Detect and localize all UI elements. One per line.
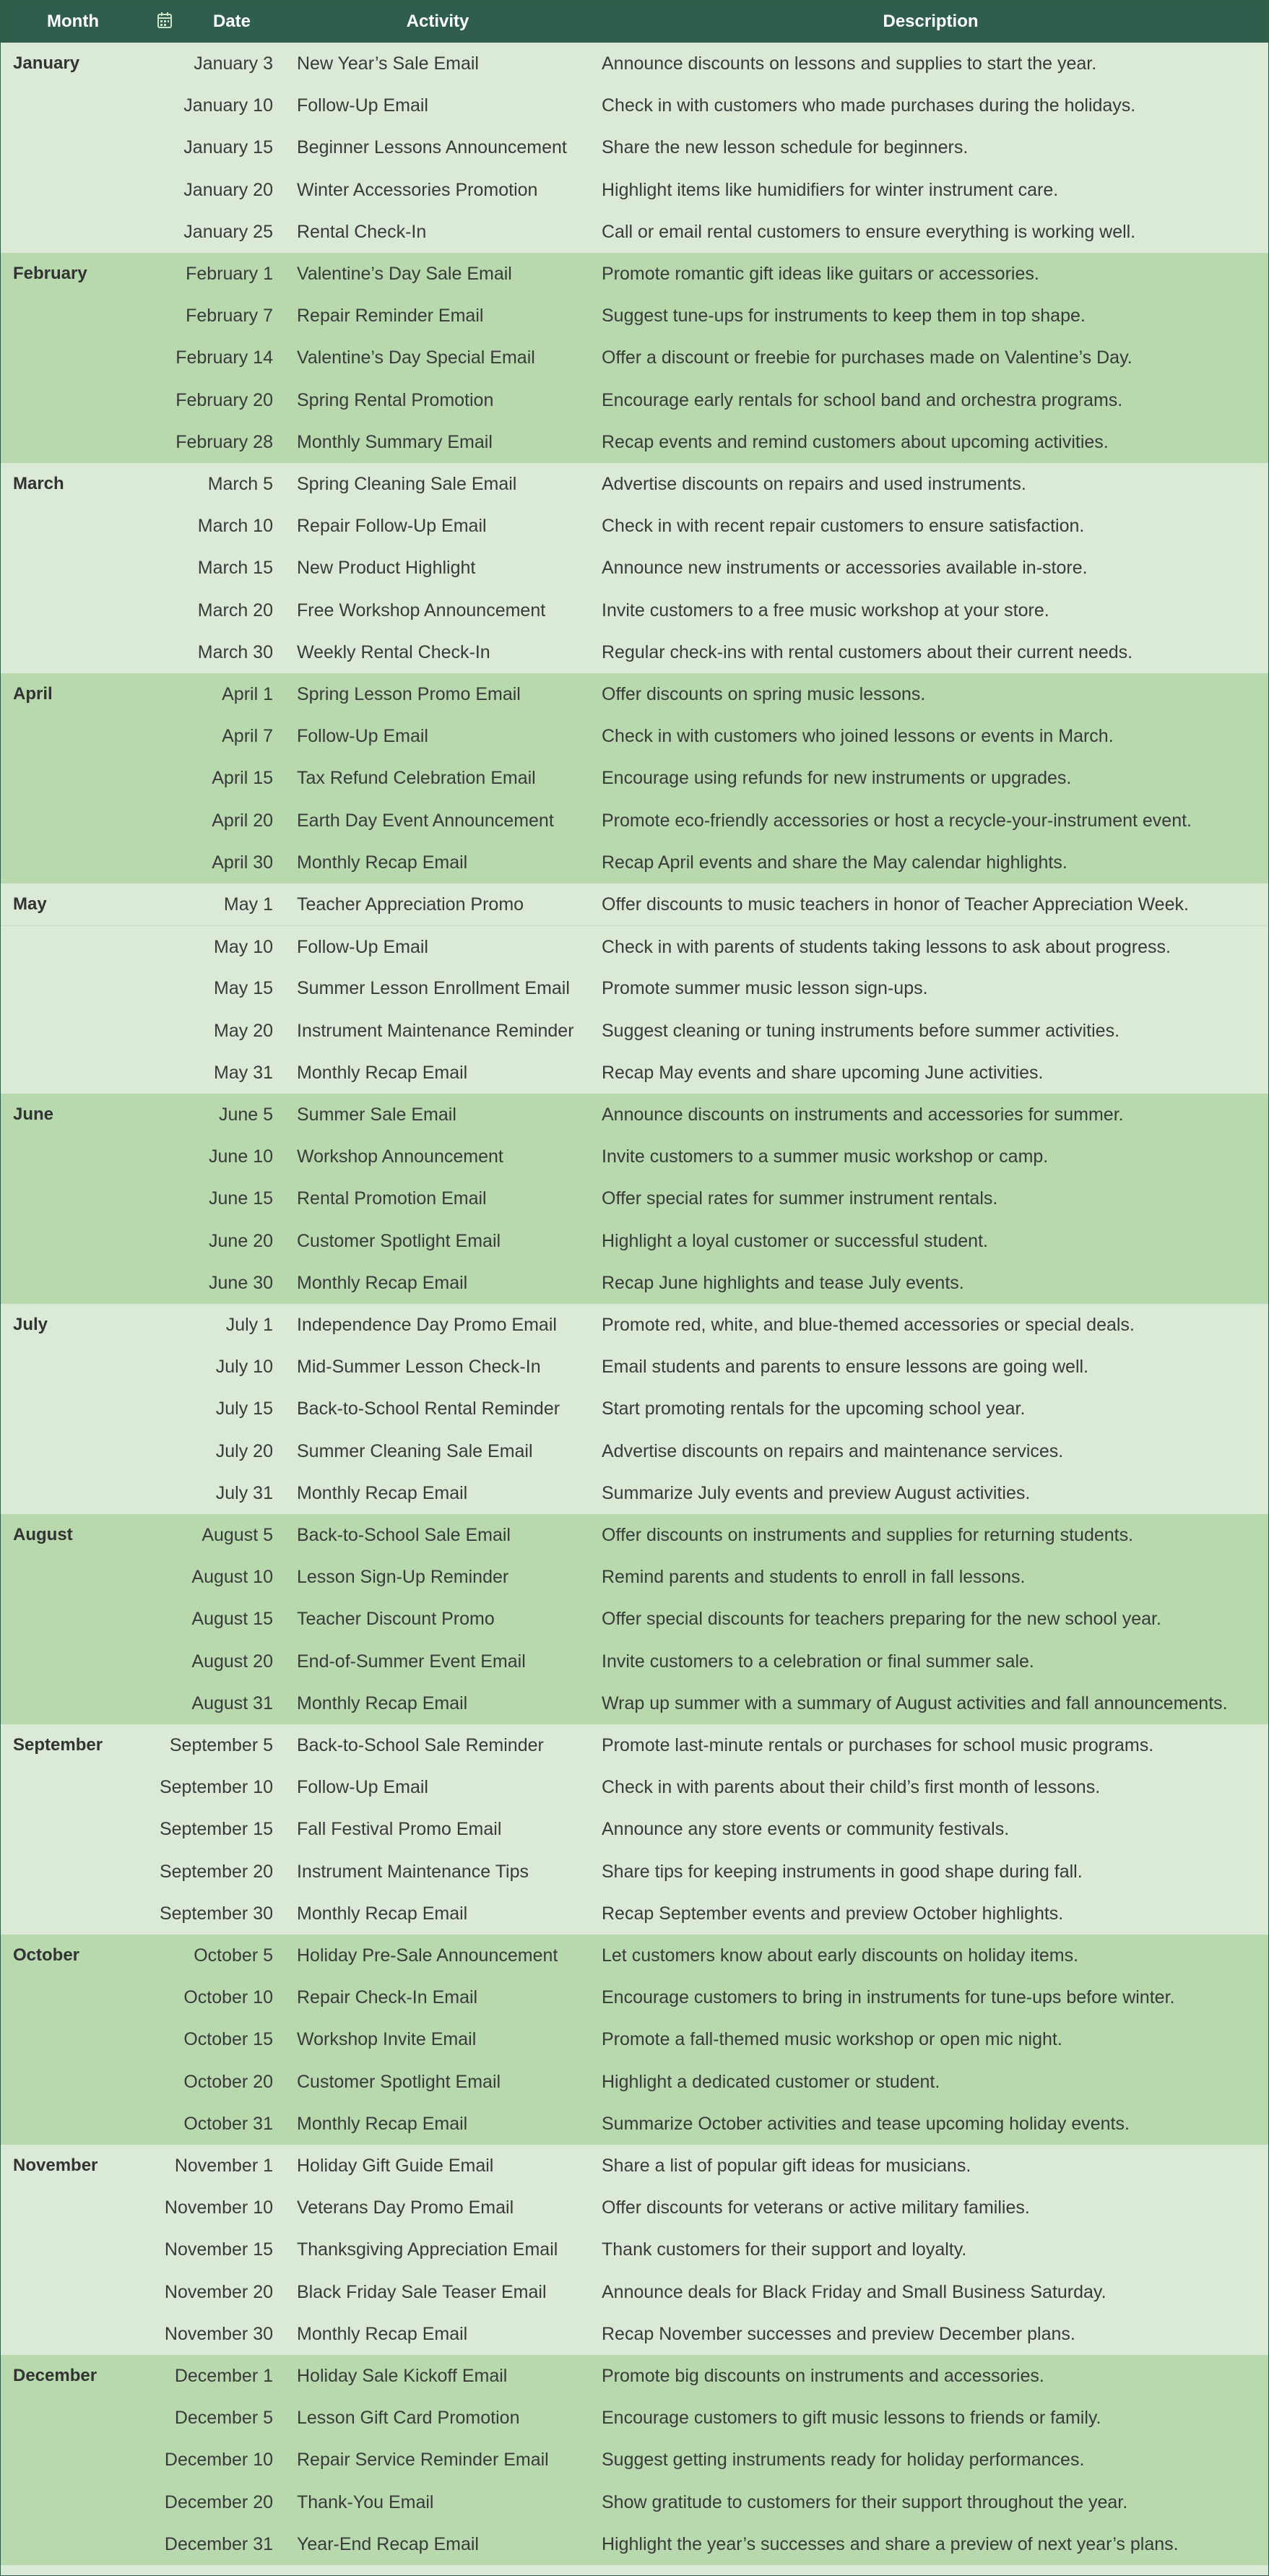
date-cell: December 1 <box>174 2366 273 2386</box>
date-cell: December 10 <box>164 2450 273 2471</box>
description-cell: Advertise discounts on repairs and maintenance services. <box>602 1440 1064 1461</box>
date-cell: December 20 <box>164 2491 273 2512</box>
date-cell: June 15 <box>209 1188 273 1209</box>
activity-cell: Black Friday Sale Teaser Email <box>297 2281 547 2302</box>
table-row[interactable] <box>1 379 1268 421</box>
date-cell: January 15 <box>183 137 273 158</box>
month-label: July <box>13 1315 48 1334</box>
table-row[interactable] <box>1 1052 1268 1094</box>
table-row[interactable] <box>1 1220 1268 1262</box>
date-cell: March 15 <box>197 558 273 579</box>
table-row[interactable] <box>1 43 1268 85</box>
table-row[interactable] <box>1 2397 1268 2439</box>
description-cell: Invite customers to a celebration or final summer sale. <box>602 1651 1034 1672</box>
table-row[interactable] <box>1 2313 1268 2355</box>
description-cell: Offer discounts to music teachers in honor of Teacher Appreciation Week. <box>602 894 1189 915</box>
date-cell: October 15 <box>183 2029 273 2050</box>
description-cell: Promote big discounts on instruments and accessories. <box>602 2366 1044 2386</box>
description-cell: Check in with parents about their child’s first month of lessons. <box>602 1777 1101 1798</box>
table-row[interactable] <box>1 2355 1268 2397</box>
description-cell: Highlight items like humidifiers for winter instrument care. <box>602 179 1059 200</box>
activity-cell: Workshop Announcement <box>297 1146 503 1167</box>
description-cell: Recap November successes and preview December plans. <box>602 2323 1075 2344</box>
activity-cell: Monthly Recap Email <box>297 1272 468 1293</box>
date-cell: May 15 <box>214 978 273 999</box>
description-cell: Suggest getting instruments ready for holiday performances. <box>602 2450 1085 2471</box>
table-row[interactable] <box>1 2103 1268 2145</box>
activity-cell: End-of-Summer Event Email <box>297 1651 526 1672</box>
table-row[interactable] <box>1 253 1268 295</box>
description-cell: Let customers know about early discounts on holiday items. <box>602 1945 1079 1966</box>
date-cell: September 20 <box>159 1861 273 1882</box>
table-row[interactable] <box>1 463 1268 505</box>
month-group-november <box>1 2145 1268 2355</box>
activity-cell: Monthly Recap Email <box>297 1903 468 1924</box>
description-cell: Summarize October activities and tease upcoming holiday events. <box>602 2113 1130 2134</box>
description-cell: Invite customers to a free music workshop at your store. <box>602 600 1049 621</box>
table-row[interactable] <box>1 169 1268 211</box>
header-month[interactable]: Month <box>47 12 99 31</box>
activity-cell: Beginner Lessons Announcement <box>297 137 567 158</box>
date-cell: September 15 <box>159 1819 273 1840</box>
description-cell: Check in with customers who made purchases during the holidays. <box>602 95 1136 116</box>
month-label: November <box>13 2156 98 2175</box>
description-cell: Invite customers to a summer music workshop or camp. <box>602 1146 1049 1167</box>
table-row[interactable] <box>1 85 1268 126</box>
table-row[interactable] <box>1 1641 1268 1682</box>
description-cell: Share tips for keeping instruments in good shape during fall. <box>602 1861 1083 1882</box>
activity-cell: Thank-You Email <box>297 2491 434 2512</box>
month-label: April <box>13 684 53 704</box>
table-row[interactable] <box>1 421 1268 463</box>
table-row[interactable] <box>1 2481 1268 2523</box>
activity-cell: Monthly Recap Email <box>297 2323 468 2344</box>
date-cell: November 15 <box>164 2239 273 2260</box>
activity-cell: Customer Spotlight Email <box>297 2071 501 2092</box>
table-row[interactable] <box>1 1177 1268 1219</box>
date-cell: April 1 <box>222 684 273 704</box>
table-row[interactable] <box>1 2229 1268 2270</box>
description-cell: Promote red, white, and blue-themed accessories or special deals. <box>602 1315 1135 1335</box>
month-label: December <box>13 2366 98 2385</box>
table-row[interactable] <box>1 967 1268 1009</box>
date-cell: July 20 <box>215 1440 273 1461</box>
activity-cell: Rental Promotion Email <box>297 1188 487 1209</box>
table-row[interactable] <box>1 757 1268 799</box>
date-cell: June 20 <box>209 1230 273 1251</box>
activity-cell: Rental Check-In <box>297 221 427 242</box>
activity-cell: Year-End Recap Email <box>297 2533 479 2554</box>
table-row[interactable] <box>1 2187 1268 2229</box>
description-cell: Offer special rates for summer instrument rentals. <box>602 1188 998 1209</box>
month-group-september <box>1 1724 1268 1935</box>
date-cell: May 20 <box>214 1020 273 1041</box>
activity-cell: Repair Follow-Up Email <box>297 516 487 537</box>
table-row[interactable] <box>1 800 1268 842</box>
description-cell: Thank customers for their support and loyalty. <box>602 2239 967 2260</box>
date-cell: April 7 <box>222 726 273 747</box>
table-row[interactable] <box>1 1304 1268 1346</box>
date-cell: August 20 <box>191 1651 273 1672</box>
date-cell: January 20 <box>183 179 273 200</box>
month-group-december <box>1 2355 1268 2565</box>
activity-cell: Spring Lesson Promo Email <box>297 684 521 704</box>
date-cell: January 25 <box>183 221 273 242</box>
month-group-january <box>1 43 1268 253</box>
date-cell: December 31 <box>164 2533 273 2554</box>
table-row[interactable] <box>1 1808 1268 1850</box>
header-description[interactable]: Description <box>883 12 979 31</box>
description-cell: Encourage customers to gift music lessons to friends or family. <box>602 2408 1101 2429</box>
table-row[interactable] <box>1 1766 1268 1808</box>
date-cell: November 10 <box>164 2197 273 2218</box>
date-cell: May 31 <box>214 1062 273 1083</box>
date-cell: May 10 <box>214 937 273 958</box>
date-cell: November 20 <box>164 2281 273 2302</box>
date-cell: January 10 <box>183 95 273 116</box>
date-cell: December 5 <box>174 2408 273 2429</box>
activity-cell: Fall Festival Promo Email <box>297 1819 502 1840</box>
table-row[interactable] <box>1 1935 1268 1976</box>
activity-cell: Back-to-School Sale Email <box>297 1525 511 1545</box>
table-row[interactable] <box>1 1346 1268 1388</box>
description-cell: Regular check-ins with rental customers about their current needs. <box>602 641 1133 662</box>
table-row[interactable] <box>1 1094 1268 1136</box>
month-label: May <box>13 894 47 914</box>
month-group-october <box>1 1935 1268 2145</box>
description-cell: Recap events and remind customers about upcoming activities. <box>602 431 1109 452</box>
description-cell: Recap May events and share upcoming June activities. <box>602 1062 1044 1083</box>
month-group-june <box>1 1094 1268 1304</box>
activity-cell: Repair Service Reminder Email <box>297 2450 549 2471</box>
table-row[interactable] <box>1 2145 1268 2187</box>
date-cell: February 1 <box>186 264 273 284</box>
activity-cell: Monthly Recap Email <box>297 1482 468 1503</box>
description-cell: Share the new lesson schedule for beginners. <box>602 137 969 158</box>
description-cell: Announce deals for Black Friday and Small Business Saturday. <box>602 2281 1106 2302</box>
description-cell: Promote a fall-themed music workshop or open mic night. <box>602 2029 1062 2050</box>
date-cell: September 10 <box>159 1777 273 1798</box>
activity-cell: Earth Day Event Announcement <box>297 810 554 831</box>
activity-cell: Holiday Pre-Sale Announcement <box>297 1945 558 1966</box>
activity-cell: Spring Cleaning Sale Email <box>297 474 517 494</box>
description-cell: Summarize July events and preview August activities. <box>602 1482 1031 1503</box>
table-row[interactable] <box>1 1682 1268 1724</box>
activity-cell: Veterans Day Promo Email <box>297 2197 514 2218</box>
date-cell: February 28 <box>176 431 273 452</box>
date-cell: January 3 <box>194 53 273 74</box>
description-cell: Announce discounts on instruments and accessories for summer. <box>602 1105 1124 1125</box>
description-cell: Check in with recent repair customers to ensure satisfaction. <box>602 516 1085 537</box>
activity-cell: Lesson Gift Card Promotion <box>297 2408 520 2429</box>
activity-cell: Instrument Maintenance Tips <box>297 1861 529 1882</box>
activity-cell: Monthly Recap Email <box>297 1693 468 1713</box>
description-cell: Encourage customers to bring in instruments for tune-ups before winter. <box>602 1987 1175 2008</box>
activity-cell: Valentine’s Day Special Email <box>297 347 535 368</box>
activity-cell: Workshop Invite Email <box>297 2029 477 2050</box>
description-cell: Recap April events and share the May calendar highlights. <box>602 852 1067 873</box>
table-row[interactable] <box>1 1010 1268 1052</box>
description-cell: Offer discounts on spring music lessons. <box>602 684 926 704</box>
activity-cell: Follow-Up Email <box>297 1777 428 1798</box>
activity-cell: Spring Rental Promotion <box>297 389 494 410</box>
date-cell: November 1 <box>174 2156 273 2176</box>
table-row[interactable] <box>1 1514 1268 1556</box>
activity-cell: New Product Highlight <box>297 558 476 579</box>
activity-cell: Follow-Up Email <box>297 726 428 747</box>
date-cell: March 5 <box>207 474 273 494</box>
month-label: January <box>13 53 80 73</box>
header-activity[interactable]: Activity <box>406 12 469 31</box>
description-cell: Offer discounts for veterans or active military families. <box>602 2197 1030 2218</box>
activity-cell: Teacher Discount Promo <box>297 1609 495 1630</box>
activity-cell: Holiday Sale Kickoff Email <box>297 2366 508 2386</box>
date-cell: March 10 <box>197 516 273 537</box>
month-label: February <box>13 264 87 283</box>
activity-cell: Winter Accessories Promotion <box>297 179 538 200</box>
description-cell: Promote last-minute rentals or purchases for school music programs. <box>602 1735 1154 1755</box>
description-cell: Promote romantic gift ideas like guitars or accessories. <box>602 264 1039 284</box>
table-row[interactable] <box>1 673 1268 715</box>
activity-cell: Lesson Sign-Up Reminder <box>297 1567 509 1588</box>
description-cell: Advertise discounts on repairs and used instruments. <box>602 474 1026 494</box>
activity-cell: Back-to-School Rental Reminder <box>297 1399 560 1419</box>
date-cell: July 10 <box>215 1357 273 1378</box>
description-cell: Announce any store events or community festivals. <box>602 1819 1010 1840</box>
date-cell: April 20 <box>212 810 273 831</box>
date-cell: October 10 <box>183 1987 273 2008</box>
table-row[interactable] <box>1 337 1268 379</box>
activity-cell: Repair Reminder Email <box>297 306 484 327</box>
description-cell: Announce discounts on lessons and supplies to start the year. <box>602 53 1097 74</box>
description-cell: Offer special discounts for teachers preparing for the new school year. <box>602 1609 1161 1630</box>
description-cell: Highlight a loyal customer or successful student. <box>602 1230 988 1251</box>
activity-cell: Independence Day Promo Email <box>297 1315 557 1335</box>
table-row[interactable] <box>1 1262 1268 1304</box>
date-cell: June 10 <box>209 1146 273 1167</box>
activity-cell: Valentine’s Day Sale Email <box>297 264 512 284</box>
table-row[interactable] <box>1 126 1268 168</box>
activity-cell: Tax Refund Celebration Email <box>297 768 536 789</box>
description-cell: Share a list of popular gift ideas for musicians. <box>602 2156 971 2176</box>
date-cell: February 14 <box>176 347 273 368</box>
date-cell: August 5 <box>202 1525 273 1545</box>
month-group-july <box>1 1304 1268 1514</box>
activity-cell: Summer Sale Email <box>297 1105 456 1125</box>
table-row[interactable] <box>1 2061 1268 2103</box>
table-row[interactable] <box>1 1851 1268 1893</box>
date-cell: September 5 <box>169 1735 273 1755</box>
activity-cell: Monthly Recap Email <box>297 852 468 873</box>
date-cell: July 31 <box>215 1482 273 1503</box>
activity-cell: Monthly Recap Email <box>297 2113 468 2134</box>
month-group-august <box>1 1514 1268 1724</box>
table-row[interactable] <box>1 211 1268 253</box>
activity-cell: Follow-Up Email <box>297 937 428 958</box>
description-cell: Wrap up summer with a summary of August activities and fall announcements. <box>602 1693 1228 1713</box>
table-header <box>1 1 1268 43</box>
activity-cell: Thanksgiving Appreciation Email <box>297 2239 558 2260</box>
activity-cell: Summer Lesson Enrollment Email <box>297 978 570 999</box>
table-row[interactable] <box>1 842 1268 883</box>
table-row[interactable] <box>1 2271 1268 2313</box>
date-cell: June 5 <box>218 1105 273 1125</box>
description-cell: Announce new instruments or accessories available in-store. <box>602 558 1088 579</box>
date-cell: August 15 <box>191 1609 273 1630</box>
activity-cell: Instrument Maintenance Reminder <box>297 1020 574 1041</box>
table-row[interactable] <box>1 631 1268 673</box>
description-cell: Suggest cleaning or tuning instruments before summer activities. <box>602 1020 1120 1041</box>
date-cell: October 5 <box>194 1945 273 1966</box>
description-cell: Highlight a dedicated customer or student. <box>602 2071 940 2092</box>
table-row[interactable] <box>1 1556 1268 1598</box>
activity-cell: Follow-Up Email <box>297 95 428 116</box>
description-cell: Recap June highlights and tease July events. <box>602 1272 964 1293</box>
date-cell: June 30 <box>209 1272 273 1293</box>
month-label: October <box>13 1945 80 1965</box>
description-cell: Offer a discount or freebie for purchases made on Valentine’s Day. <box>602 347 1132 368</box>
date-cell: November 30 <box>164 2323 273 2344</box>
date-cell: July 15 <box>215 1399 273 1419</box>
activity-cell: Teacher Appreciation Promo <box>297 894 524 915</box>
table-row[interactable] <box>1 1136 1268 1177</box>
description-cell: Start promoting rentals for the upcoming school year. <box>602 1399 1026 1419</box>
table-row[interactable] <box>1 883 1268 925</box>
activity-cell: Free Workshop Announcement <box>297 600 546 621</box>
activity-cell: New Year’s Sale Email <box>297 53 479 74</box>
description-cell: Check in with customers who joined lessons or events in March. <box>602 726 1114 747</box>
description-cell: Check in with parents of students taking lessons to ask about progress. <box>602 937 1171 958</box>
description-cell: Offer discounts on instruments and supplies for returning students. <box>602 1525 1134 1545</box>
date-cell: May 1 <box>223 894 273 915</box>
month-group-may <box>1 883 1268 1094</box>
table-row[interactable] <box>1 1724 1268 1766</box>
table-row[interactable] <box>1 547 1268 589</box>
table-row[interactable] <box>1 1598 1268 1640</box>
description-cell: Suggest tune-ups for instruments to keep them in top shape. <box>602 306 1086 327</box>
date-cell: October 31 <box>183 2113 273 2134</box>
description-cell: Call or email rental customers to ensure everything is working well. <box>602 221 1136 242</box>
activity-cell: Weekly Rental Check-In <box>297 641 490 662</box>
activity-cell: Back-to-School Sale Reminder <box>297 1735 544 1755</box>
activity-cell: Summer Cleaning Sale Email <box>297 1440 533 1461</box>
table-row[interactable] <box>1 589 1268 631</box>
description-cell: Encourage using refunds for new instruments or upgrades. <box>602 768 1072 789</box>
month-group-march <box>1 463 1268 673</box>
description-cell: Highlight the year’s successes and share a preview of next year’s plans. <box>602 2533 1179 2554</box>
table-row[interactable] <box>1 295 1268 337</box>
table-row[interactable] <box>1 1388 1268 1430</box>
date-cell: April 15 <box>212 768 273 789</box>
date-cell: April 30 <box>212 852 273 873</box>
activity-cell: Monthly Summary Email <box>297 431 493 452</box>
date-cell: October 20 <box>183 2071 273 2092</box>
description-cell: Promote eco-friendly accessories or host a recycle-your-instrument event. <box>602 810 1192 831</box>
date-cell: February 7 <box>186 306 273 327</box>
description-cell: Email students and parents to ensure lessons are going well. <box>602 1357 1088 1378</box>
table-row[interactable] <box>1 715 1268 757</box>
date-cell: August 31 <box>191 1693 273 1713</box>
activity-cell: Holiday Gift Guide Email <box>297 2156 494 2176</box>
month-label: August <box>13 1525 73 1544</box>
description-cell: Remind parents and students to enroll in fall lessons. <box>602 1567 1026 1588</box>
date-cell: August 10 <box>191 1567 273 1588</box>
description-cell: Show gratitude to customers for their support throughout the year. <box>602 2491 1128 2512</box>
table-row[interactable] <box>1 925 1268 968</box>
date-cell: July 1 <box>225 1315 273 1335</box>
date-cell: March 30 <box>197 641 273 662</box>
table-row[interactable] <box>1 1893 1268 1935</box>
header-date[interactable]: Date <box>212 12 251 31</box>
table-row[interactable] <box>1 2439 1268 2481</box>
description-cell: Promote summer music lesson sign-ups. <box>602 978 928 999</box>
description-cell: Recap September events and preview October highlights. <box>602 1903 1064 1924</box>
month-label: March <box>13 474 64 493</box>
month-label: June <box>13 1105 54 1124</box>
table-row[interactable] <box>1 505 1268 547</box>
date-cell: September 30 <box>159 1903 273 1924</box>
table-row[interactable] <box>1 1472 1268 1514</box>
table-row[interactable] <box>1 1430 1268 1472</box>
month-label: September <box>13 1735 103 1755</box>
activity-cell: Monthly Recap Email <box>297 1062 468 1083</box>
activity-cell: Repair Check-In Email <box>297 1987 478 2008</box>
month-group-february <box>1 253 1268 463</box>
table-row[interactable] <box>1 2018 1268 2060</box>
month-group-april <box>1 673 1268 883</box>
date-cell: March 20 <box>197 600 273 621</box>
table-row[interactable] <box>1 2523 1268 2565</box>
activity-cell: Customer Spotlight Email <box>297 1230 501 1251</box>
date-cell: February 20 <box>176 389 273 410</box>
table-row[interactable] <box>1 1976 1268 2018</box>
description-cell: Encourage early rentals for school band and orchestra programs. <box>602 389 1123 410</box>
activity-cell: Mid-Summer Lesson Check-In <box>297 1357 541 1378</box>
